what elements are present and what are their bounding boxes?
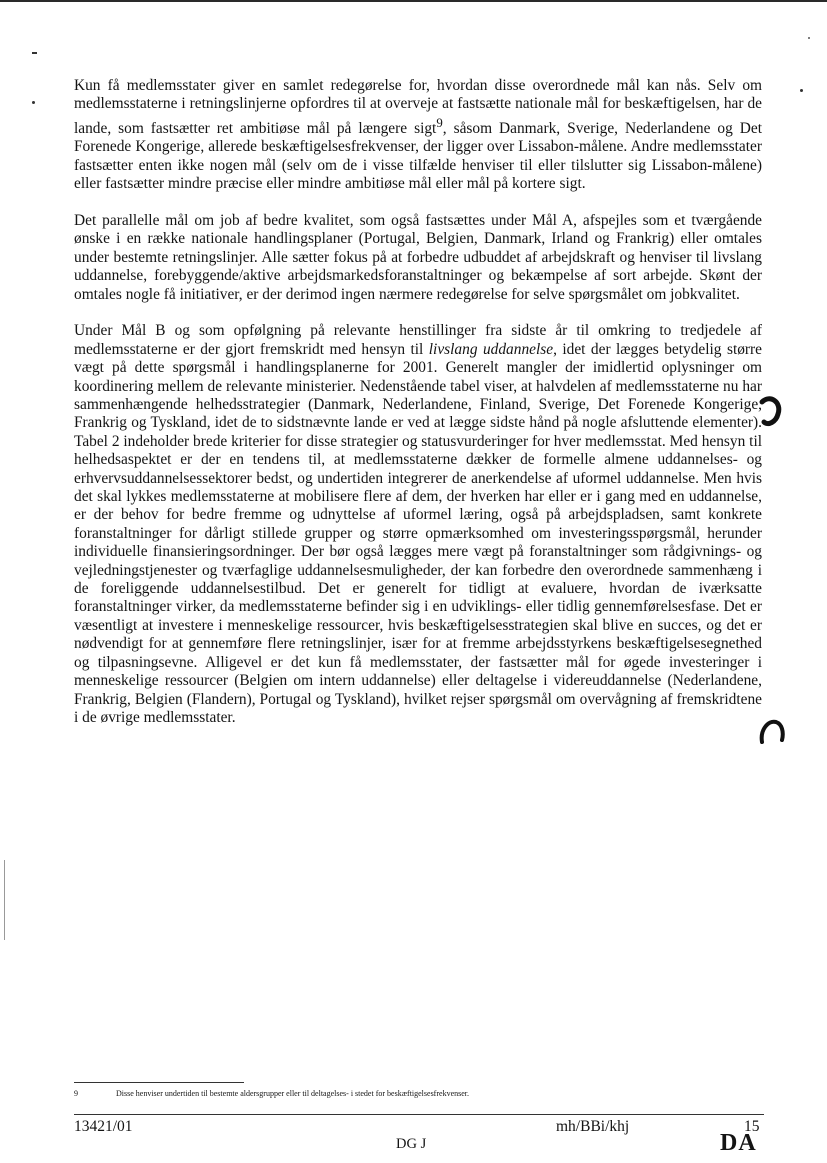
punch-hole-mark bbox=[758, 716, 786, 750]
top-edge-rule bbox=[0, 0, 827, 2]
body-text bbox=[74, 77, 762, 746]
reference-code: mh/BBi/khj bbox=[556, 1118, 630, 1135]
scan-artifact bbox=[32, 101, 35, 104]
paragraph bbox=[74, 77, 762, 194]
paragraph bbox=[74, 322, 762, 727]
paragraph-text: Det parallelle mål om job af bedre kvalitet, som også fastsættes under Mål A, afspejles som et tværgående ønske i en række nationale handlingsplaner (Portugal, Belgien, Danmark, Irland og Frankrig) eller omtales under bestemte retningslinjer. Alle sætter fokus på at forbedre udbuddet af arbejdskraft og henviser til livslang uddannelse, forebyggende/aktive arbejdsmarkedsforanstaltninger og bekæmpelse af sort arbejde. Skønt der omtales nogle få initiativer, er der derimod ingen nærmere redegørelse for selve spørgsmålet om jobkvalitet. bbox=[74, 211, 762, 303]
footnote-separator bbox=[74, 1082, 244, 1083]
footnote bbox=[74, 1089, 764, 1099]
page-number: 15 bbox=[744, 1118, 760, 1135]
directorate-code: DG J bbox=[396, 1136, 427, 1152]
footnote-reference: 9 bbox=[436, 115, 443, 130]
paragraph bbox=[74, 212, 762, 304]
scan-artifact bbox=[32, 52, 37, 54]
document-number: 13421/01 bbox=[74, 1118, 133, 1135]
scan-edge-line bbox=[4, 860, 5, 940]
footnote-mark: 9 bbox=[74, 1089, 78, 1098]
paragraph-text: Under Mål B og som opfølgning på relevante henstillinger fra sidste år til omkring to tredjedele af medlemsstaterne er der gjort fremskridt med hensyn til bbox=[74, 322, 762, 358]
paragraph-text: Kun få medlemsstater giver en samlet redegørelse for, hvordan disse overordnede mål kan nås. Selv om medlemsstaterne i retningslinjerne opfordres til at overveje at fastsætte nationale mål for beskæftigelsen, har de lande, som fastsætter ret ambitiøse mål på længere sigt bbox=[74, 77, 762, 137]
scan-artifact bbox=[800, 89, 803, 92]
footer-separator bbox=[74, 1114, 764, 1115]
scan-artifact bbox=[808, 37, 810, 39]
language-code: DA bbox=[720, 1130, 757, 1156]
emphasized-term: livslang uddannelse bbox=[428, 340, 554, 358]
footnote-text: Disse henviser undertiden til bestemte aldersgrupper eller til deltagelses- i stedet for beskæftigelsesfrekvenser. bbox=[116, 1089, 469, 1098]
paragraph-text: , såsom Danmark, Sverige, Nederlandene og Det Forenede Kongerige, allerede beskæftigelsesfrekvenser, der ligger over Lissabon-målene. Andre medlemsstater fastsætter enten ikke nogen mål (selv om de i visse tilfælde henviser til eller tilslutter sig Lissabon-målene) eller fastsætter mindre præcise eller mindre ambitiøse mål eller mål på kortere sigt. bbox=[74, 119, 763, 193]
paragraph-text: , idet der lægges betydelig større vægt på dette spørgsmål i handlingsplanerne for 2001. Generelt mangler der imidlertid oplysninger om koordinering mellem de relevante ministerier. Nedenstående tabel viser, at halvdelen af medlemsstaterne nu har sammenhængende helhedsstrategier (Danmark, Nederlandene, Finland, Sverige, Det Forenede Kongerige, Frankrig og Tyskland, idet de to sidstnævnte lande er ved at lægge sidste hånd på nogle afsluttende elementer). Tabel 2 indeholder brede kriterier for disse strategier og statusvurderinger for hver medlemsstat. Med hensyn til helhedsaspektet er der en tendens til, at medlemsstaterne dækker de formelle almene uddannelses- og erhvervsuddannelsessektorer bedst, og undertiden integrerer de anerkendelse af uformel uddannelse. Men hvis det skal lykkes medlemsstaterne at mobilisere flere af dem, der hverken har eller er i gang med en uddannelse, er der behov for bedre fremme og udnyttelse af uformel læring, også på arbejdspladsen, samt konkrete foranstaltninger for dårligt stillede grupper og større opmærksomhed om investeringsspørgsmål, herunder individuelle finansieringsordninger. Der bør også lægges mere vægt på foranstaltninger som rådgivnings- og vejledningstjenester og tværfaglige uddannelsesmuligheder, der kan forbedre den overordnede sammenhæng i de foreliggende uddannelsestilbud. Det er generelt for tidligt at evaluere, hvordan de iværksatte foranstaltninger virker, da medlemsstaterne befinder sig i en udviklings- eller tidlig gennemførelsesfase. Det er væsentligt at investere i menneskelige ressourcer, hvis beskæftigelsesstrategien skal blive en succes, og det er nødvendigt for at gennemføre flere retningslinjer, især for at fremme arbejdsstyrkens beskæftigelsesegnethed og tilpasningsevne. Alligevel er det kun få medlemsstater, der fastsætter mål for øgede investeringer i menneskelige ressourcer (Belgien om intern uddannelse) eller deltagelse i videreuddannelse (Nederlandene, Frankrig, Belgien (Flandern), Portugal og Tyskland), hvilket rejser spørgsmål om overvågning af fremskridtene i de øvrige medlemsstater. bbox=[74, 340, 762, 726]
